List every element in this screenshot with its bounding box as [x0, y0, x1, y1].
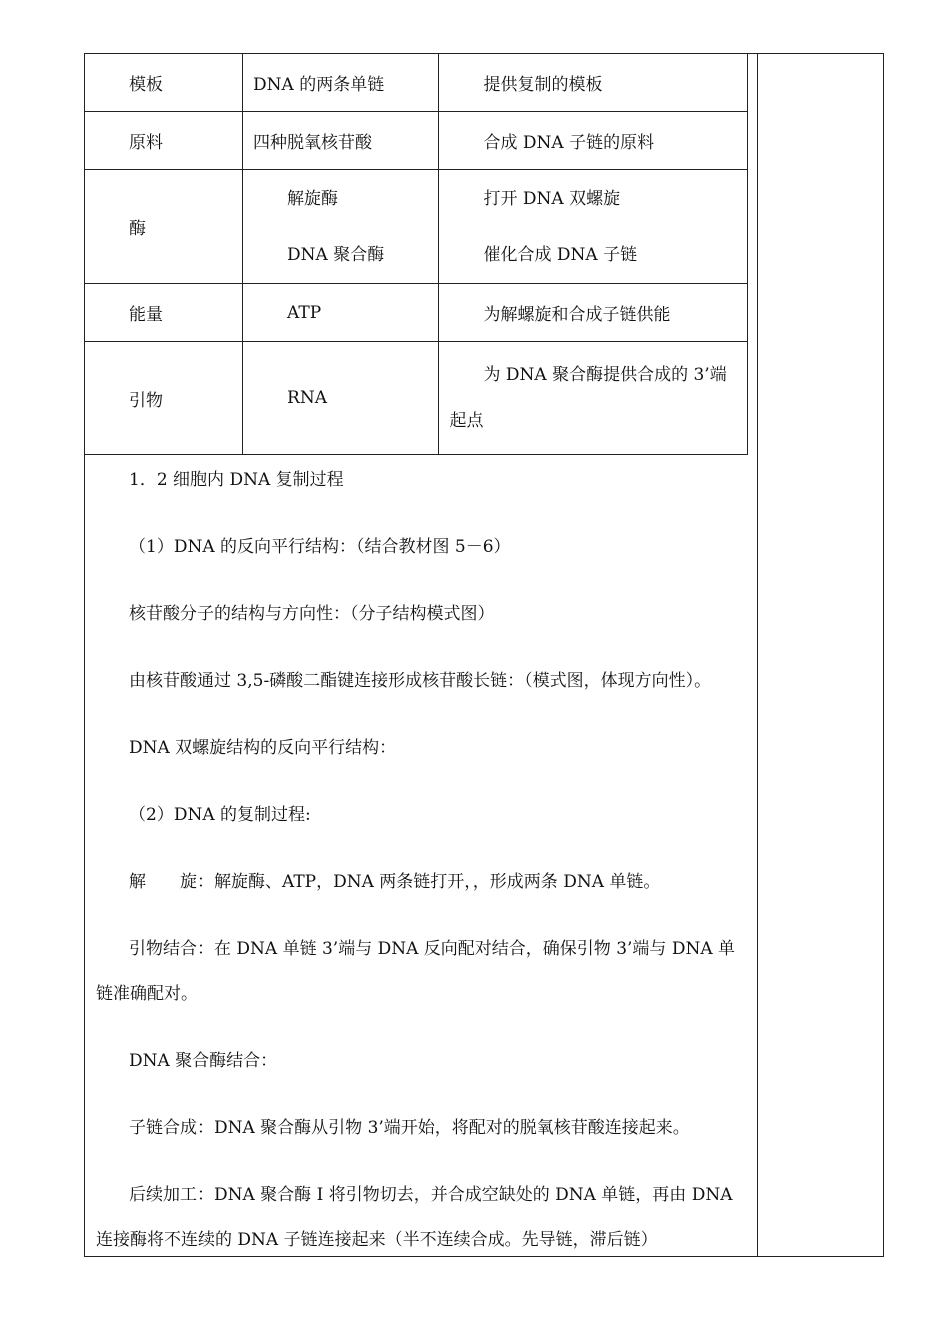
row-item: DNA 的两条单链: [243, 54, 439, 112]
row-item: 四种脱氧核苷酸: [243, 112, 439, 170]
subsection-heading: （2）DNA 的复制过程:: [129, 805, 311, 825]
replication-conditions-table: [84, 53, 748, 455]
enzyme-helicase: 解旋酶: [287, 188, 339, 209]
row-function: 提供复制的模板: [439, 54, 748, 112]
body-text: [96, 458, 748, 1285]
right-column-divider: [757, 53, 758, 1257]
row-label: 能量: [85, 284, 243, 342]
row-item: [243, 170, 439, 284]
paragraph: 子链合成：DNA 聚合酶从引物 3’端开始，将配对的脱氧核苷酸连接起来。: [129, 1118, 690, 1138]
row-function: 为解螺旋和合成子链供能: [439, 284, 748, 342]
subsection-heading: （1）DNA 的反向平行结构：（结合教材图 5－6）: [129, 537, 511, 557]
table-row: [85, 342, 748, 455]
table-row: [85, 112, 748, 170]
row-item: ATP: [243, 284, 439, 342]
row-function: 合成 DNA 子链的原料: [439, 112, 748, 170]
enzyme-polymerase: DNA 聚合酶: [287, 244, 385, 265]
table-row: [85, 54, 748, 112]
paragraph: 解 旋：解旋酶、ATP，DNA 两条链打开，，形成两条 DNA 单链。: [129, 872, 661, 892]
helicase-function: 打开 DNA 双螺旋: [483, 188, 621, 209]
table-row: [85, 170, 748, 284]
row-label: 模板: [85, 54, 243, 112]
row-label: 酶: [85, 170, 243, 284]
row-label: 原料: [85, 112, 243, 170]
row-function: [439, 170, 748, 284]
row-label: 引物: [85, 342, 243, 455]
paragraph: 引物结合：在 DNA 单链 3’端与 DNA 反向配对结合，确保引物 3’端与 DNA 单链准确配对。: [96, 939, 736, 1004]
primer-function-line1: 为 DNA 聚合酶提供合成的 3’端: [483, 365, 727, 385]
section-heading: 1．2 细胞内 DNA 复制过程: [129, 470, 344, 490]
paragraph: 核苷酸分子的结构与方向性：（分子结构模式图）: [129, 604, 495, 624]
polymerase-function: 催化合成 DNA 子链: [483, 244, 638, 265]
paragraph: 由核苷酸通过 3,5-磷酸二酯键连接形成核苷酸长链：（模式图，体现方向性）。: [129, 671, 712, 691]
row-item: RNA: [243, 342, 439, 455]
paragraph: DNA 双螺旋结构的反向平行结构：: [129, 738, 397, 758]
row-function: [439, 342, 748, 455]
primer-function-line2: 起点: [449, 411, 484, 431]
paragraph: 后续加工：DNA 聚合酶 I 将引物切去，并合成空缺处的 DNA 单链，再由 DNA 连接酶将不连续的 DNA 子链连接起来（半不连续合成。先导链，滞后链）: [96, 1185, 733, 1250]
paragraph: DNA 聚合酶结合：: [129, 1051, 278, 1071]
table-row: [85, 284, 748, 342]
